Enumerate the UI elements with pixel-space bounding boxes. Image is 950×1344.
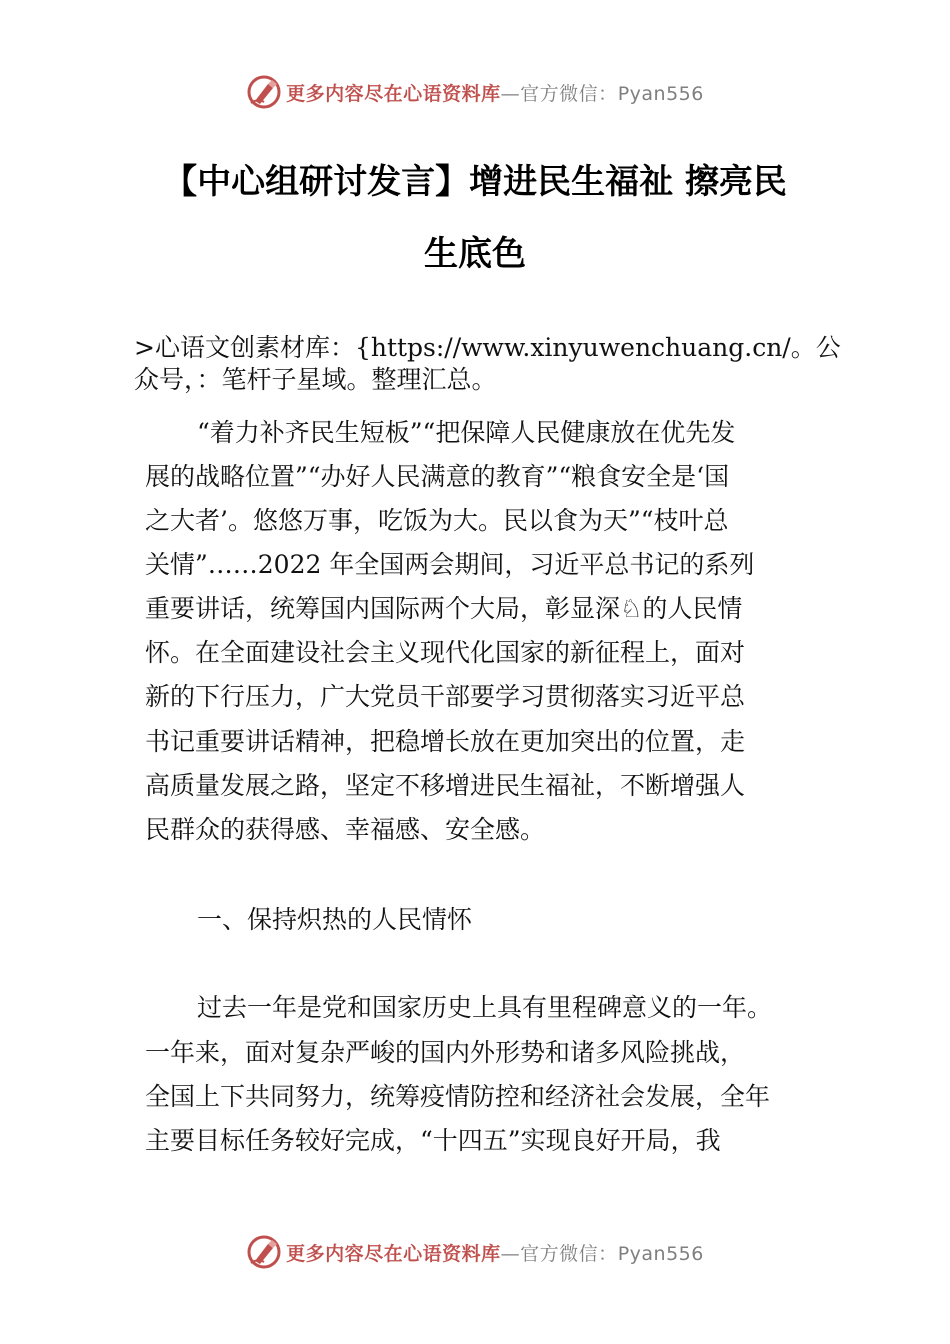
header-banner-text (286, 79, 704, 106)
source-note-line-2: 众号，：笔杆子星域。整理汇总。 (134, 365, 497, 394)
header-banner-red-text: 更多内容尽在心语资料库 (286, 82, 501, 105)
pen-logo-icon (246, 1234, 282, 1270)
paragraph-1-line-2: 展的战略位置”“办好人民满意的教育”“粮食安全是‘国 (145, 462, 730, 491)
paragraph-1-line-1: “着力补齐民生短板”“把保障人民健康放在优先发 (197, 418, 736, 447)
footer-banner (0, 1232, 950, 1272)
document-title-line-1: 【中心组研讨发言】增进民生福祉 擦亮民 (163, 162, 787, 202)
footer-banner-gray-text: —官方微信： (500, 1242, 618, 1265)
header-wechat-id: Pyan556 (617, 82, 704, 105)
paragraph-1-line-6: 怀。在全面建设社会主义现代化国家的新征程上，面对 (145, 638, 746, 667)
footer-wechat-id: Pyan556 (617, 1242, 704, 1265)
footer-banner-red-text: 更多内容尽在心语资料库 (286, 1242, 501, 1265)
paragraph-1-line-5: 重要讲话，统筹国内国际两个大局，彰显深♘的人民情 (145, 594, 743, 623)
paragraph-1-line-8: 书记重要讲话精神，把稳增长放在更加突出的位置，走 (145, 727, 746, 756)
paragraph-1-line-4: 关情”……2022 年全国两会期间，习近平总书记的系列 (145, 550, 755, 579)
footer-banner-text (286, 1239, 704, 1266)
paragraph-1-line-10: 民群众的获得感、幸福感、安全感。 (145, 815, 546, 844)
header-banner-gray-text: —官方微信： (500, 82, 618, 105)
paragraph-1-line-7: 新的下行压力，广大党员干部要学习贯彻落实习近平总 (145, 682, 746, 711)
paragraph-1-line-9: 高质量发展之路，坚定不移增进民生福祉，不断增强人 (145, 771, 746, 800)
source-note-line-1: >心语文创素材库：{https://www.xinyuwenchuang.cn/。公 (134, 333, 841, 362)
document-title-line-2: 生底色 (424, 234, 526, 274)
section-1-heading: 一、保持炽热的人民情怀 (197, 905, 473, 934)
header-banner (0, 72, 950, 112)
paragraph-2-line-3: 全国上下共同努力，统筹疫情防控和经济社会发展，全年 (145, 1082, 771, 1111)
paragraph-1-line-3: 之大者’。悠悠万事，吃饭为大。民以食为天”“枝叶总 (145, 506, 729, 535)
paragraph-2-line-2: 一年来，面对复杂严峻的国内外形势和诸多风险挑战， (145, 1038, 746, 1067)
pen-logo-icon (246, 74, 282, 110)
paragraph-2-line-4: 主要目标任务较好完成，“十四五”实现良好开局，我 (145, 1126, 721, 1155)
paragraph-2-line-1: 过去一年是党和国家历史上具有里程碑意义的一年。 (197, 993, 773, 1022)
